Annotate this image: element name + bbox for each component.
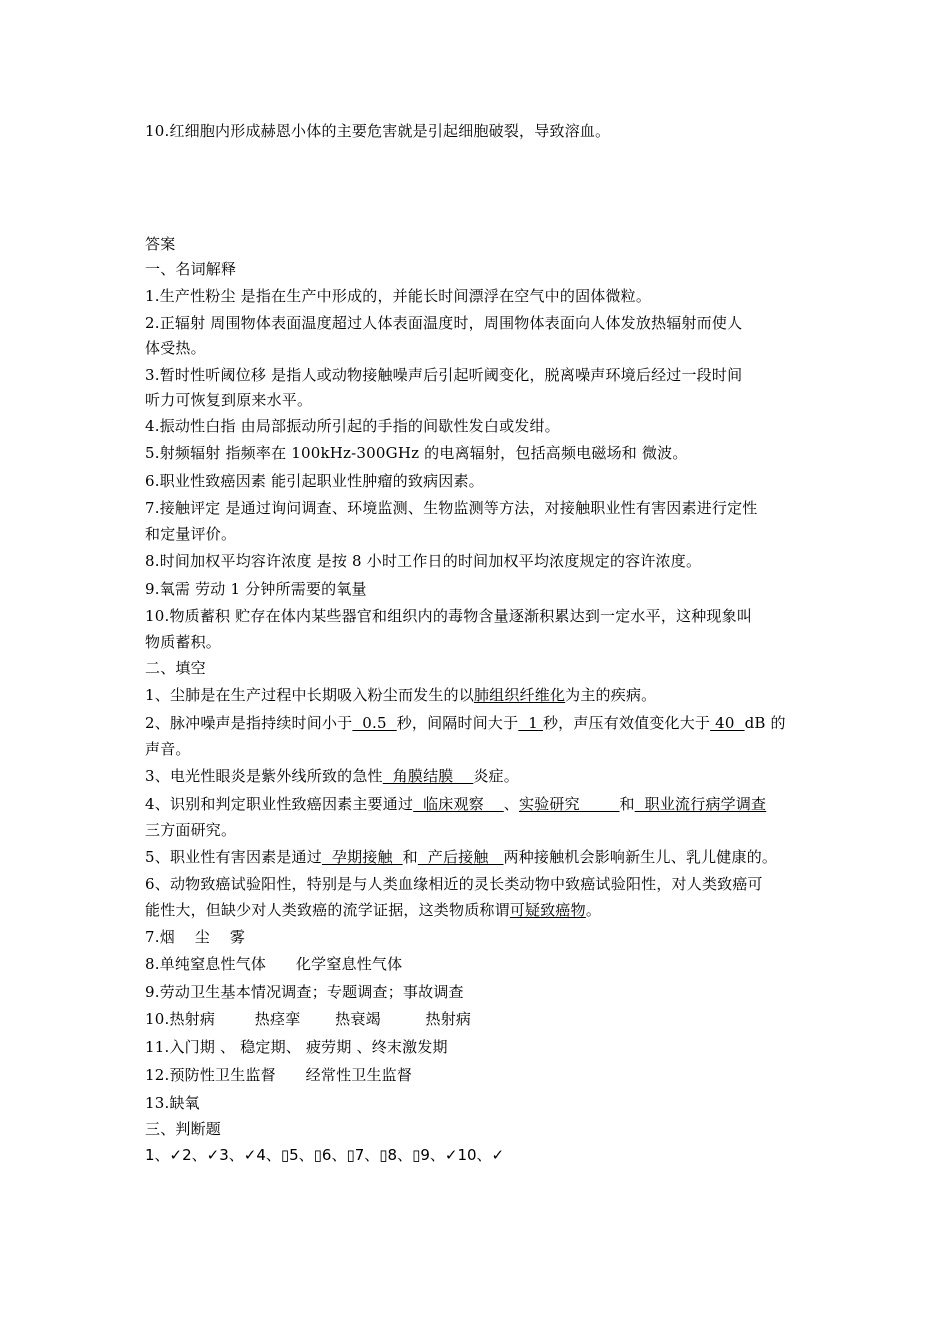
- q4-and: 和: [619, 795, 635, 813]
- fill-blank-q5: [145, 847, 810, 867]
- definition-line: 1.生产性粉尘 是指在生产中形成的，并能长时间漂浮在空气中的固体微粒。: [145, 287, 652, 305]
- q2-text: 2、脉冲噪声是指持续时间小于: [145, 714, 353, 732]
- q2-text: 秒，声压有效值变化大于: [542, 714, 711, 732]
- q4-answer-2: 实验研究: [518, 795, 620, 813]
- fill-blank-q6: 6、动物致癌试验阳性，特别是与人类血缘相近的灵长类动物中致癌试验阳性，对人类致癌可: [145, 875, 763, 893]
- fill-blank-q1: [145, 685, 810, 705]
- q2-text: dB 的: [744, 714, 786, 732]
- definition-line: 2.正辐射 周围物体表面温度超过人体表面温度时，周围物体表面向人体发放热辐射而使人: [145, 314, 743, 332]
- q3-answer: 角膜结膜: [382, 767, 474, 785]
- section1-heading: 一、名词解释: [145, 260, 237, 278]
- section3-heading: 三、判断题: [145, 1120, 222, 1138]
- fill-blank-q3: [145, 766, 810, 786]
- definition-line: 3.暂时性听阈位移 是指人或动物接触噪声后引起听阈变化，脱离噪声环境后经过一段时间: [145, 366, 743, 384]
- definition-line: 听力可恢复到原来水平。: [145, 391, 313, 409]
- q5-text-end: 两种接触机会影响新生儿、乳儿健康的。: [503, 848, 778, 866]
- section2-heading: 二、填空: [145, 659, 206, 677]
- question-10-statement: 10.红细胞内形成赫恩小体的主要危害就是引起细胞破裂，导致溶血。: [145, 122, 611, 140]
- fill-blank-q4-cont: 三方面研究。: [145, 821, 237, 839]
- answer-12: 12.预防性卫生监督 经常性卫生监督: [145, 1066, 413, 1084]
- answers-heading: 答案: [145, 235, 176, 253]
- definition-line: 7.接触评定 是通过询问调查、环境监测、生物监测等方法，对接触职业性有害因素进行定性: [145, 499, 758, 517]
- q3-text-end: 炎症。: [473, 767, 519, 785]
- q1-answer: 肺组织纤维化: [473, 686, 566, 704]
- definition-line: 和定量评价。: [145, 525, 237, 543]
- definition-line: 5.射频辐射 指频率在 100kHz-300GHz 的电离辐射，包括高频电磁场和 微波。: [145, 444, 688, 462]
- q2-answer-2: 1: [518, 714, 543, 732]
- answer-8: 8.单纯窒息性气体 化学窒息性气体: [145, 955, 403, 973]
- q1-text-end: 为主的疾病。: [565, 686, 657, 704]
- q6-answer: 可疑致癌物: [509, 901, 586, 919]
- fill-blank-q4: [145, 794, 810, 814]
- definition-line: 体受热。: [145, 339, 206, 357]
- q1-text: 1、尘肺是在生产过程中长期吸入粉尘而发生的以: [145, 686, 474, 704]
- q4-answer-3: 职业流行病学调查: [634, 795, 767, 813]
- definition-line: 8.时间加权平均容许浓度 是按 8 小时工作日的时间加权平均浓度规定的容许浓度。: [145, 552, 702, 570]
- true-false-answers: 1、✓2、✓3、✓4、▯5、▯6、▯7、▯8、▯9、✓10、✓: [145, 1146, 505, 1164]
- definition-line: 9.氧需 劳动 1 分钟所需要的氧量: [145, 580, 367, 598]
- q5-and: 和: [402, 848, 418, 866]
- q6-text: 能性大，但缺少对人类致癌的流学证据，这类物质称谓: [145, 901, 510, 919]
- answer-10: 10.热射病 热痉挛 热衰竭 热射病: [145, 1010, 472, 1028]
- answer-13: 13.缺氧: [145, 1094, 200, 1112]
- q4-sep: 、: [503, 795, 519, 813]
- q5-answer-1: 孕期接触: [321, 848, 403, 866]
- answer-11: 11.入门期 、 稳定期、 疲劳期 、终末激发期: [145, 1038, 448, 1056]
- definition-line: 6.职业性致癌因素 能引起职业性肿瘤的致病因素。: [145, 472, 484, 490]
- q4-text: 4、识别和判定职业性致癌因素主要通过: [145, 795, 414, 813]
- q5-answer-2: 产后接触: [417, 848, 504, 866]
- fill-blank-q2: [145, 713, 810, 733]
- q4-answer-1: 临床观察: [413, 795, 504, 813]
- q2-answer-3: 40: [710, 714, 745, 732]
- q6-text-end: 。: [585, 901, 602, 919]
- answer-7: 7.烟 尘 雾: [145, 928, 246, 946]
- fill-blank-q2-cont: 声音。: [145, 740, 191, 758]
- answer-9: 9.劳动卫生基本情况调查；专题调查；事故调查: [145, 983, 464, 1001]
- q2-text: 秒，间隔时间大于: [396, 714, 519, 732]
- fill-blank-q6-cont: [145, 900, 810, 920]
- definition-line: 10.物质蓄积 贮存在体内某些器官和组织内的毒物含量逐渐积累达到一定水平，这种现象叫: [145, 607, 753, 625]
- definition-line: 4.振动性白指 由局部振动所引起的手指的间歇性发白或发绀。: [145, 417, 560, 435]
- q2-answer-1: 0.5: [352, 714, 397, 732]
- q3-text: 3、电光性眼炎是紫外线所致的急性: [145, 767, 383, 785]
- q5-text: 5、职业性有害因素是通过: [145, 848, 322, 866]
- definition-line: 物质蓄积。: [145, 633, 222, 651]
